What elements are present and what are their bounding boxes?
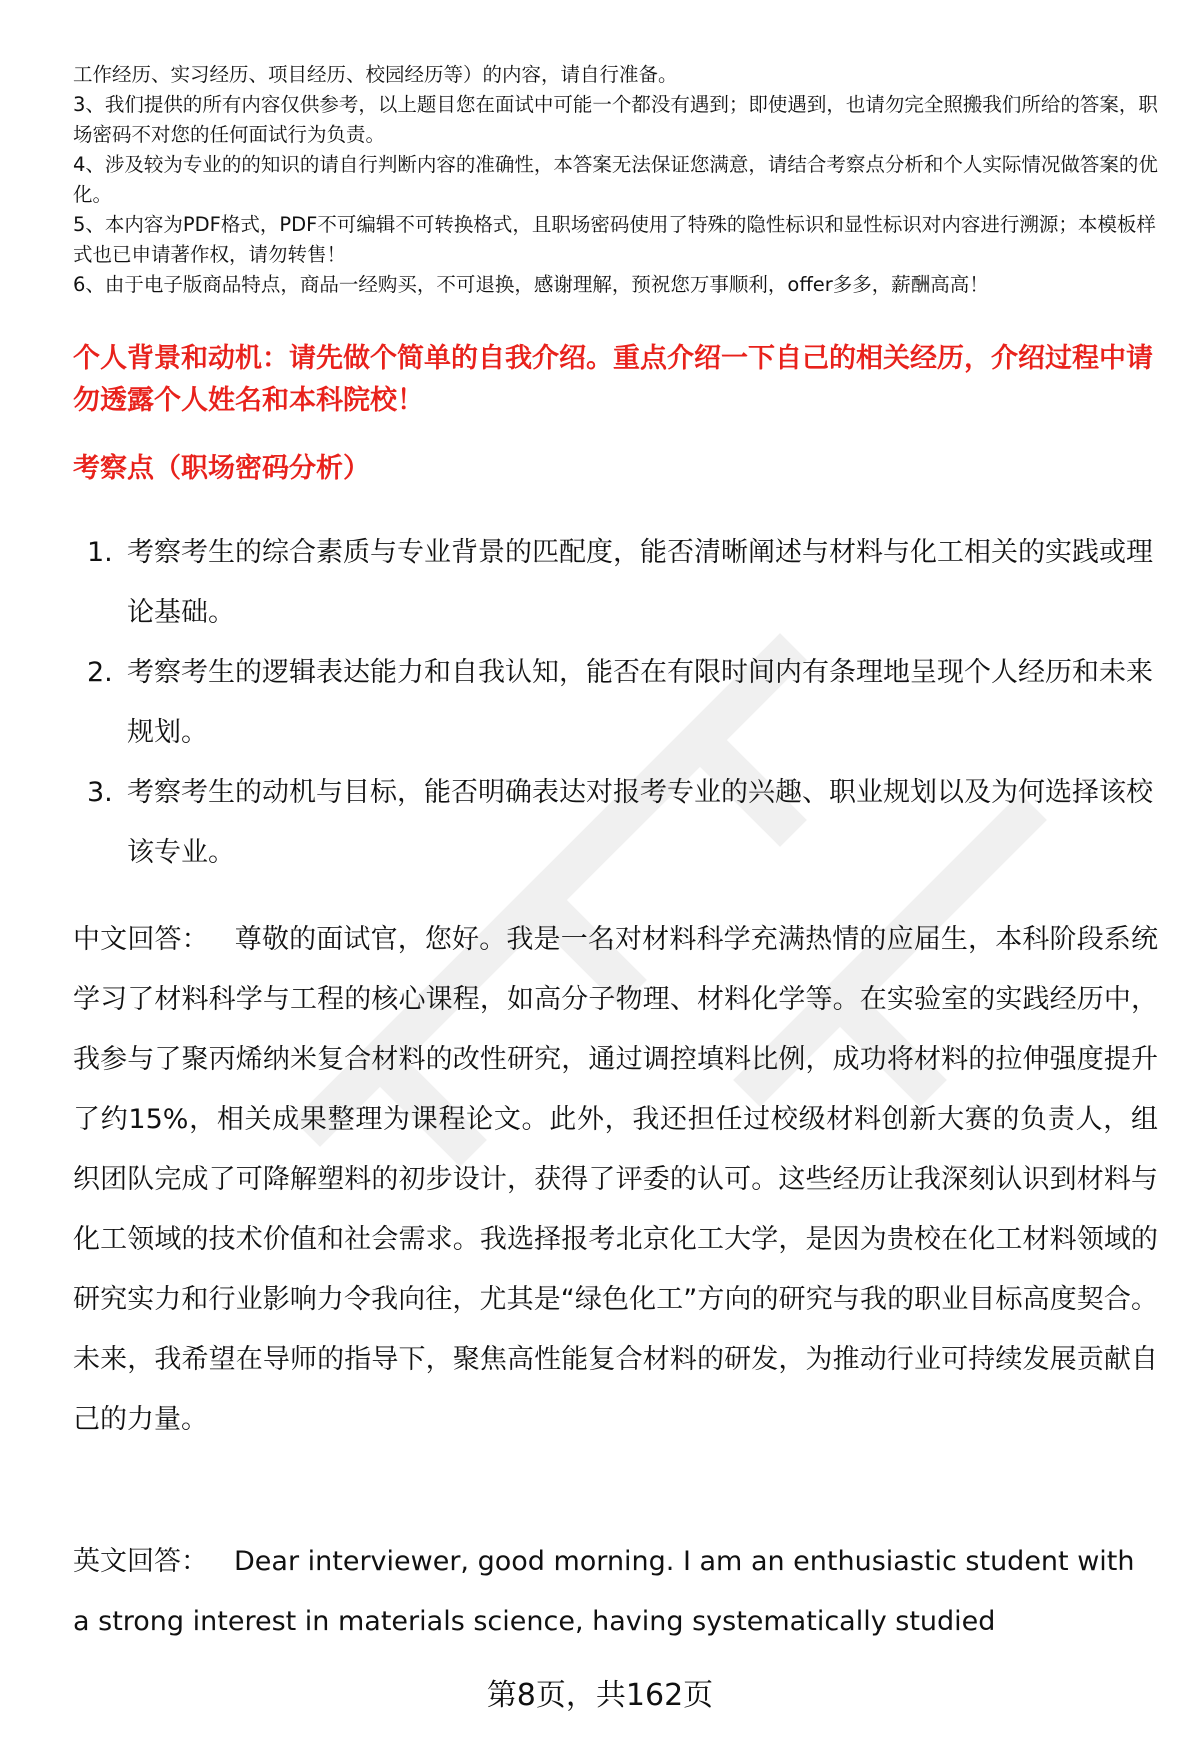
key-point-number: 2. [87, 657, 113, 688]
key-point-item [73, 763, 1158, 883]
note-line: 6、由于电子版商品特点，商品一经购买，不可退换，感谢理解，预祝您万事顺利，offer多多，薪酬高高！ [73, 273, 989, 296]
notes-block [73, 60, 1158, 300]
english-answer [73, 1532, 1158, 1652]
page-number-footer: 第8页，共162页 [486, 1678, 714, 1713]
note-line: 工作经历、实习经历、项目经历、校园经历等）的内容，请自行准备。 [73, 63, 678, 86]
english-answer-label: 英文回答： [73, 1546, 208, 1577]
key-point-number: 1. [87, 537, 113, 568]
key-point-text: 考察考生的综合素质与专业背景的匹配度，能否清晰阐述与材料与化工相关的实践或理论基础。 [127, 537, 1153, 628]
question-heading: 个人背景和动机：请先做个简单的自我介绍。重点介绍一下自己的相关经历，介绍过程中请勿透露个人姓名和本科院校！ [73, 343, 1153, 416]
english-answer-text: Dear interviewer, good morning. I am an enthusiastic student with a strong interest in materials science, having systematically studied [73, 1546, 1135, 1637]
key-points-list [73, 523, 1158, 883]
key-points-title: 考察点（职场密码分析） [73, 453, 370, 484]
key-point-text: 考察考生的动机与目标，能否明确表达对报考专业的兴趣、职业规划以及为何选择该校该专业。 [127, 777, 1153, 868]
chinese-answer-text: 尊敬的面试官，您好。我是一名对材料科学充满热情的应届生，本科阶段系统学习了材料科学与工程的核心课程，如高分子物理、材料化学等。在实验室的实践经历中，我参与了聚丙烯纳米复合材料的改性研究，通过调控填料比例，成功将材料的拉伸强度提升了约15%，相关成果整理为课程论文。此外，我还担任过校级材料创新大赛的负责人，组织团队完成了可降解塑料的初步设计，获得了评委的认可。这些经历让我深刻认识到材料与化工领域的技术价值和社会需求。我选择报考北京化工大学，是因为贵校在化工材料领域的研究实力和行业影响力令我向往，尤其是“绿色化工”方向的研究与我的职业目标高度契合。未来，我希望在导师的指导下，聚焦高性能复合材料的研发，为推动行业可持续发展贡献自己的力量。 [73, 924, 1159, 1435]
key-point-item [73, 523, 1158, 643]
note-line: 4、涉及较为专业的的知识的请自行判断内容的准确性，本答案无法保证您满意，请结合考察点分析和个人实际情况做答案的优化。 [73, 153, 1158, 206]
note-line: 5、本内容为PDF格式，PDF不可编辑不可转换格式，且职场密码使用了特殊的隐性标识和显性标识对内容进行溯源；本模板样式也已申请著作权，请勿转售！ [73, 213, 1156, 266]
note-line: 3、我们提供的所有内容仅供参考，以上题目您在面试中可能一个都没有遇到；即使遇到，也请勿完全照搬我们所给的答案，职场密码不对您的任何面试行为负责。 [73, 93, 1158, 146]
chinese-answer [73, 910, 1158, 1450]
key-point-number: 3. [87, 777, 113, 808]
key-point-item [73, 643, 1158, 763]
chinese-answer-label: 中文回答： [73, 924, 209, 955]
key-point-text: 考察考生的逻辑表达能力和自我认知，能否在有限时间内有条理地呈现个人经历和未来规划。 [127, 657, 1153, 748]
